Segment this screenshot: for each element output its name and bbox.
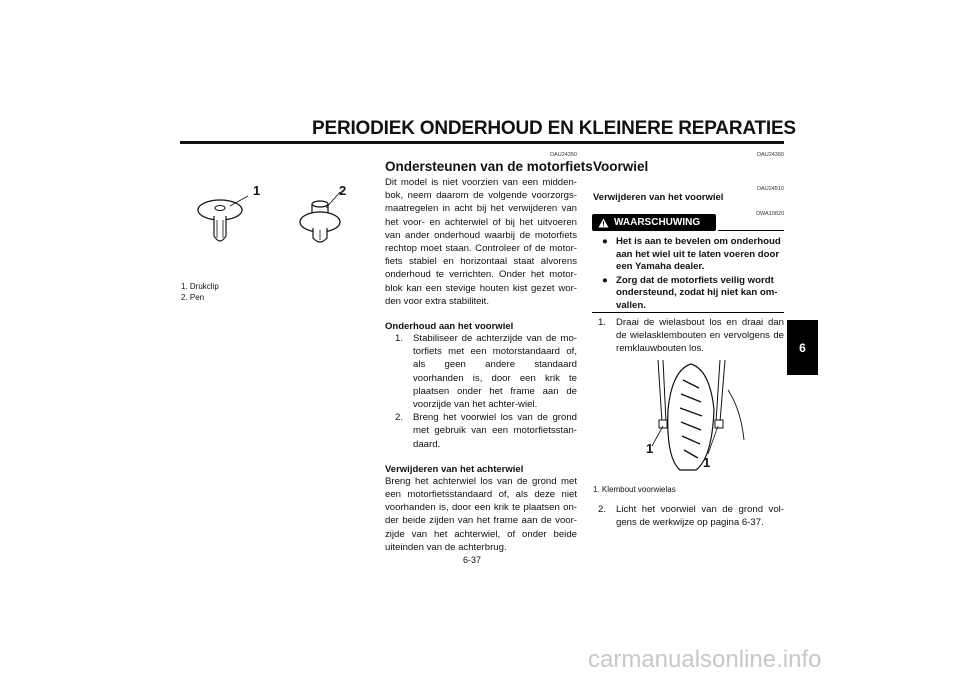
step-number: 2. — [395, 412, 404, 424]
callout-2: 2 — [339, 183, 347, 198]
bullet-icon: ● — [602, 274, 608, 286]
step-text: Breng het voorwiel los van de grond met gebruik van een motorfietsstan-daard. — [413, 412, 577, 450]
section-code: DAU24350 — [550, 152, 577, 158]
section-title: Ondersteunen van de motorfiets — [385, 159, 593, 174]
caption-line: 2. Pen — [181, 293, 205, 302]
warning-rule — [718, 230, 784, 231]
callout-1: 1 — [253, 183, 261, 198]
list-item — [598, 503, 784, 529]
clip-figure — [190, 178, 360, 258]
step-number: 1. — [598, 317, 607, 328]
warning-label: WAARSCHUWING — [614, 217, 701, 228]
section-title: Voorwiel — [593, 159, 649, 174]
bullet-icon: ● — [602, 236, 608, 247]
warning-badge — [592, 214, 716, 231]
warning-rule — [592, 312, 784, 313]
wheel-figure-caption: 1. Klembout voorwielas — [593, 485, 676, 494]
list-item — [395, 332, 577, 411]
warning-text: Het is aan te bevelen om onderhoud aan het wiel uit te laten voeren door een Yamaha dealer. — [616, 236, 781, 273]
step-text: Draai de wielasbout los en draai dan de wielasklembouten en vervolgens de remklauwbouten los. — [616, 317, 784, 355]
chapter-tab: 6 — [787, 320, 818, 375]
wheel-callout: 1 — [703, 455, 711, 470]
subsection-title: Verwijderen van het voorwiel — [593, 192, 724, 203]
step-1 — [598, 316, 784, 356]
step-text: Licht het voorwiel van de grond vol-gens de werkwijze op pagina 6-37. — [616, 504, 784, 529]
section-code: DAU24360 — [757, 152, 784, 158]
list-item — [602, 236, 784, 274]
watermark: carmanualsonline.info — [588, 646, 822, 673]
support-section — [385, 152, 593, 554]
intro-paragraph: Dit model is niet voorzien van een midden-bok, neem daarom de volgende voorzorgs-maatregelen in acht bij het verwijderen van het voor- en achterwiel of bij het uitvoeren van ander onderhoud waarbij de motorfiets rechtop moet staan. Controleer of de motor-fiets stabiel en horizontaal staat alvorens onderhoud te verrichten. Onder het motor-blok kan een stevige houten kist gezet wor-den voor extra stabiliteit. — [385, 177, 577, 307]
warning-code: DWA10820 — [756, 211, 784, 217]
front-wheel-section — [593, 152, 784, 217]
rear-heading: Verwijderen van het achterwiel — [385, 463, 524, 475]
step-2 — [598, 503, 784, 529]
step-text: Stabiliseer de achterzijde van de mo-torfiets met een motorstandaard of, als geen andere standaard voorhanden is, door een krik te plaatsen onder het frame aan de voorzijde van het achter-wiel. — [413, 333, 577, 411]
wheel-callout: 1 — [646, 441, 654, 456]
subsection-code: DAU24510 — [757, 186, 784, 192]
front-heading: Onderhoud aan het voorwiel — [385, 321, 514, 333]
list-item — [395, 411, 577, 451]
warning-list — [602, 236, 784, 313]
warning-triangle-icon — [598, 218, 609, 228]
warning-text: Zorg dat de motorfiets veilig wordt ondersteund, zodat hij niet kan om-vallen. — [616, 274, 778, 311]
step-number: 1. — [395, 333, 404, 345]
list-item — [602, 275, 784, 313]
page-title: PERIODIEK ONDERHOUD EN KLEINERE REPARATIES — [312, 118, 796, 139]
page-number: 6-37 — [463, 555, 482, 565]
step-number: 2. — [598, 504, 607, 515]
list-item — [598, 316, 784, 356]
header-rule — [180, 141, 784, 144]
rear-paragraph: Breng het achterwiel los van de grond met een motorfietsstandaard of, als deze niet voorhanden is, door een krik te plaatsen on-der beide zijden van het frame aan de voor-zijde van het achterwiel, of onder beide uiteinden van de achterbrug. — [385, 475, 577, 553]
front-steps — [385, 332, 577, 451]
caption-line: 1. Drukclip — [181, 282, 219, 291]
push-clip-illustration — [190, 178, 360, 258]
figure-caption — [181, 281, 219, 303]
